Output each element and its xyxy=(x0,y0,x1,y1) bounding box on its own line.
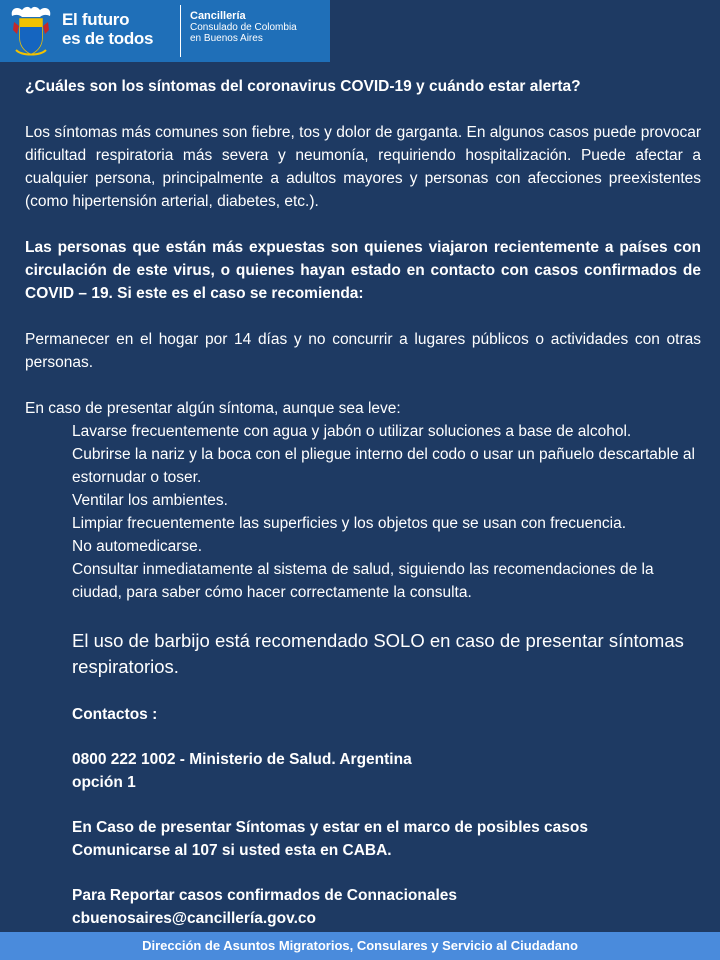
contact-phone-line: 0800 222 1002 - Ministerio de Salud. Argentina xyxy=(72,751,412,768)
list-item: Limpiar frecuentemente las superficies y los objetos que se usan con frecuencia. xyxy=(72,515,626,532)
brand-logo xyxy=(62,10,174,48)
footer-bar xyxy=(0,932,720,960)
org-line-3: en Buenos Aires xyxy=(190,33,263,44)
organization-name xyxy=(190,11,297,44)
main-content xyxy=(25,75,701,930)
brand-line-1: El futuro xyxy=(62,10,130,29)
list-intro: En caso de presentar algún síntoma, aunque sea leve: xyxy=(25,400,401,417)
contact-symptoms-line: En Caso de presentar Síntomas y estar en el marco de posibles casos xyxy=(72,819,589,836)
header-bar xyxy=(0,0,330,62)
org-line-1: Cancillería xyxy=(190,10,246,22)
list-item: Ventilar los ambientes. xyxy=(72,492,228,509)
contact-option-line: opción 1 xyxy=(72,774,136,791)
page-title: ¿Cuáles son los síntomas del coronavirus COVID-19 y cuándo estar alerta? xyxy=(25,78,581,95)
contact-email[interactable]: cbuenosaires@cancillería.gov.co xyxy=(72,910,316,927)
brand-line-2: es de todos xyxy=(62,29,154,48)
list-item: Lavarse frecuentemente con agua y jabón o utilizar soluciones a base de alcohol. xyxy=(72,423,632,440)
contact-report-line: Para Reportar casos confirmados de Connacionales xyxy=(72,887,458,904)
symptoms-paragraph: Los síntomas más comunes son fiebre, tos y dolor de garganta. En algunos casos puede provocar dificultad respiratoria más severa y neumonía, requiriendo hospitalización. Puede afectar a cualquier persona, principalmente a adultos mayores y personas con afecciones preexistentes (como hipertensión arterial, diabetes, etc.). xyxy=(25,124,701,210)
footer-text: Dirección de Asuntos Migratorios, Consulares y Servicio al Ciudadano xyxy=(142,938,578,953)
header-divider xyxy=(180,5,181,57)
list-item: Cubrirse la nariz y la boca con el pliegue interno del codo o usar un pañuelo descartable al estornudar o toser. xyxy=(72,446,695,486)
exposure-paragraph: Las personas que están más expuestas son quienes viajaron recientemente a países con circulación de este virus, o quienes hayan estado en contacto con casos confirmados de COVID – 19. Si este es el caso se recomienda: xyxy=(25,239,701,302)
org-line-2: Consulado de Colombia xyxy=(190,22,297,33)
list-item: Consultar inmediatamente al sistema de salud, siguiendo las recomendaciones de la ciudad, para saber cómo hacer correctamente la consulta. xyxy=(72,561,654,601)
colombia-coat-of-arms-icon xyxy=(8,4,54,58)
contact-caba-line: Comunicarse al 107 si usted esta en CABA. xyxy=(72,842,392,859)
contacts-heading: Contactos : xyxy=(72,706,158,723)
stay-home-paragraph: Permanecer en el hogar por 14 días y no concurrir a lugares públicos o actividades con otras personas. xyxy=(25,331,701,371)
recommendations-list xyxy=(25,420,701,604)
list-item: No automedicarse. xyxy=(72,538,203,555)
mask-notice: El uso de barbijo está recomendado SOLO en caso de presentar síntomas respiratorios. xyxy=(72,630,684,677)
